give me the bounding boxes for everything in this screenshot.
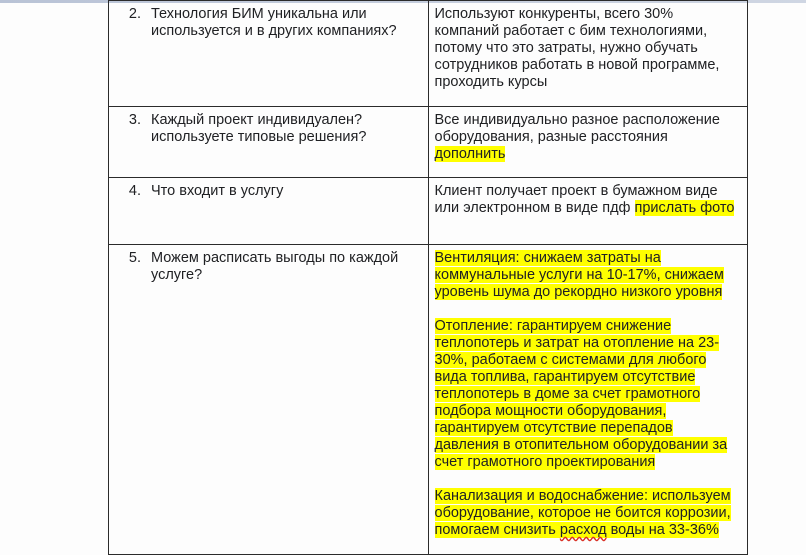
text-part: воды на 33-36% bbox=[606, 522, 719, 538]
highlighted-text: Отопление: гарантируем снижение теплопотерь и затрат на отопление на 23-30%, работаем с системами для любого вида топлива, гарантируем отсутствие теплопотерь в доме за счет грамотного подбора мощности оборудования, гарантируем отсутствие перепадов давления в отопительном оборудовании за счет грамотного проектирования bbox=[434, 318, 728, 470]
question-text: Можем расписать выгоды по каждой услуге? bbox=[151, 250, 399, 283]
answer-text: Все индивидуально разное расположение оборудования, разные расстояния bbox=[434, 112, 720, 145]
document-table bbox=[108, 0, 748, 555]
spellcheck-word[interactable]: расход bbox=[559, 522, 607, 538]
answer-paragraph-ventilation bbox=[435, 250, 742, 301]
question-cell[interactable] bbox=[109, 1, 429, 107]
row-number: 4. bbox=[128, 183, 141, 199]
question-text: Что входит в услугу bbox=[151, 183, 284, 199]
answer-text: Клиент получает проект в бумажном виде или электронном в виде пдф bbox=[434, 183, 718, 216]
answer-cell[interactable] bbox=[428, 1, 748, 107]
highlighted-note: прислать фото bbox=[634, 200, 735, 216]
text-part: Канализация и водоснабжение: используем оборудование, которое не боится коррозии, помогаем снизить bbox=[434, 488, 731, 538]
row-number: 5. bbox=[128, 250, 141, 266]
answer-paragraph-heating bbox=[435, 318, 742, 471]
table-row bbox=[109, 245, 748, 555]
row-number: 2. bbox=[128, 6, 141, 22]
answer-cell[interactable] bbox=[428, 107, 748, 178]
question-text: Каждый проект индивидуален? используете типовые решения? bbox=[151, 112, 367, 145]
highlighted-text bbox=[435, 488, 731, 538]
highlighted-text: Вентиляция: снижаем затраты на коммунальные услуги на 10-17%, снижаем уровень шума до рекордно низкого уровня bbox=[434, 250, 724, 300]
question-cell[interactable] bbox=[109, 107, 429, 178]
row-number: 3. bbox=[128, 112, 141, 128]
table-row bbox=[109, 1, 748, 107]
table-row bbox=[109, 107, 748, 178]
question-cell[interactable] bbox=[109, 178, 429, 245]
answer-text: Используют конкуренты, всего 30% компаний работает с бим технологиями, потому что это затраты, нужно обучать сотрудников работать в новой программе, проходить курсы bbox=[434, 6, 720, 90]
question-text: Технология БИМ уникальна или используется и в других компаниях? bbox=[151, 6, 397, 39]
table-row bbox=[109, 178, 748, 245]
highlighted-note: дополнить bbox=[434, 146, 506, 162]
answer-cell[interactable] bbox=[428, 178, 748, 245]
answer-cell[interactable] bbox=[428, 245, 748, 555]
answer-paragraph-sewage bbox=[435, 488, 742, 539]
question-cell[interactable] bbox=[109, 245, 429, 555]
